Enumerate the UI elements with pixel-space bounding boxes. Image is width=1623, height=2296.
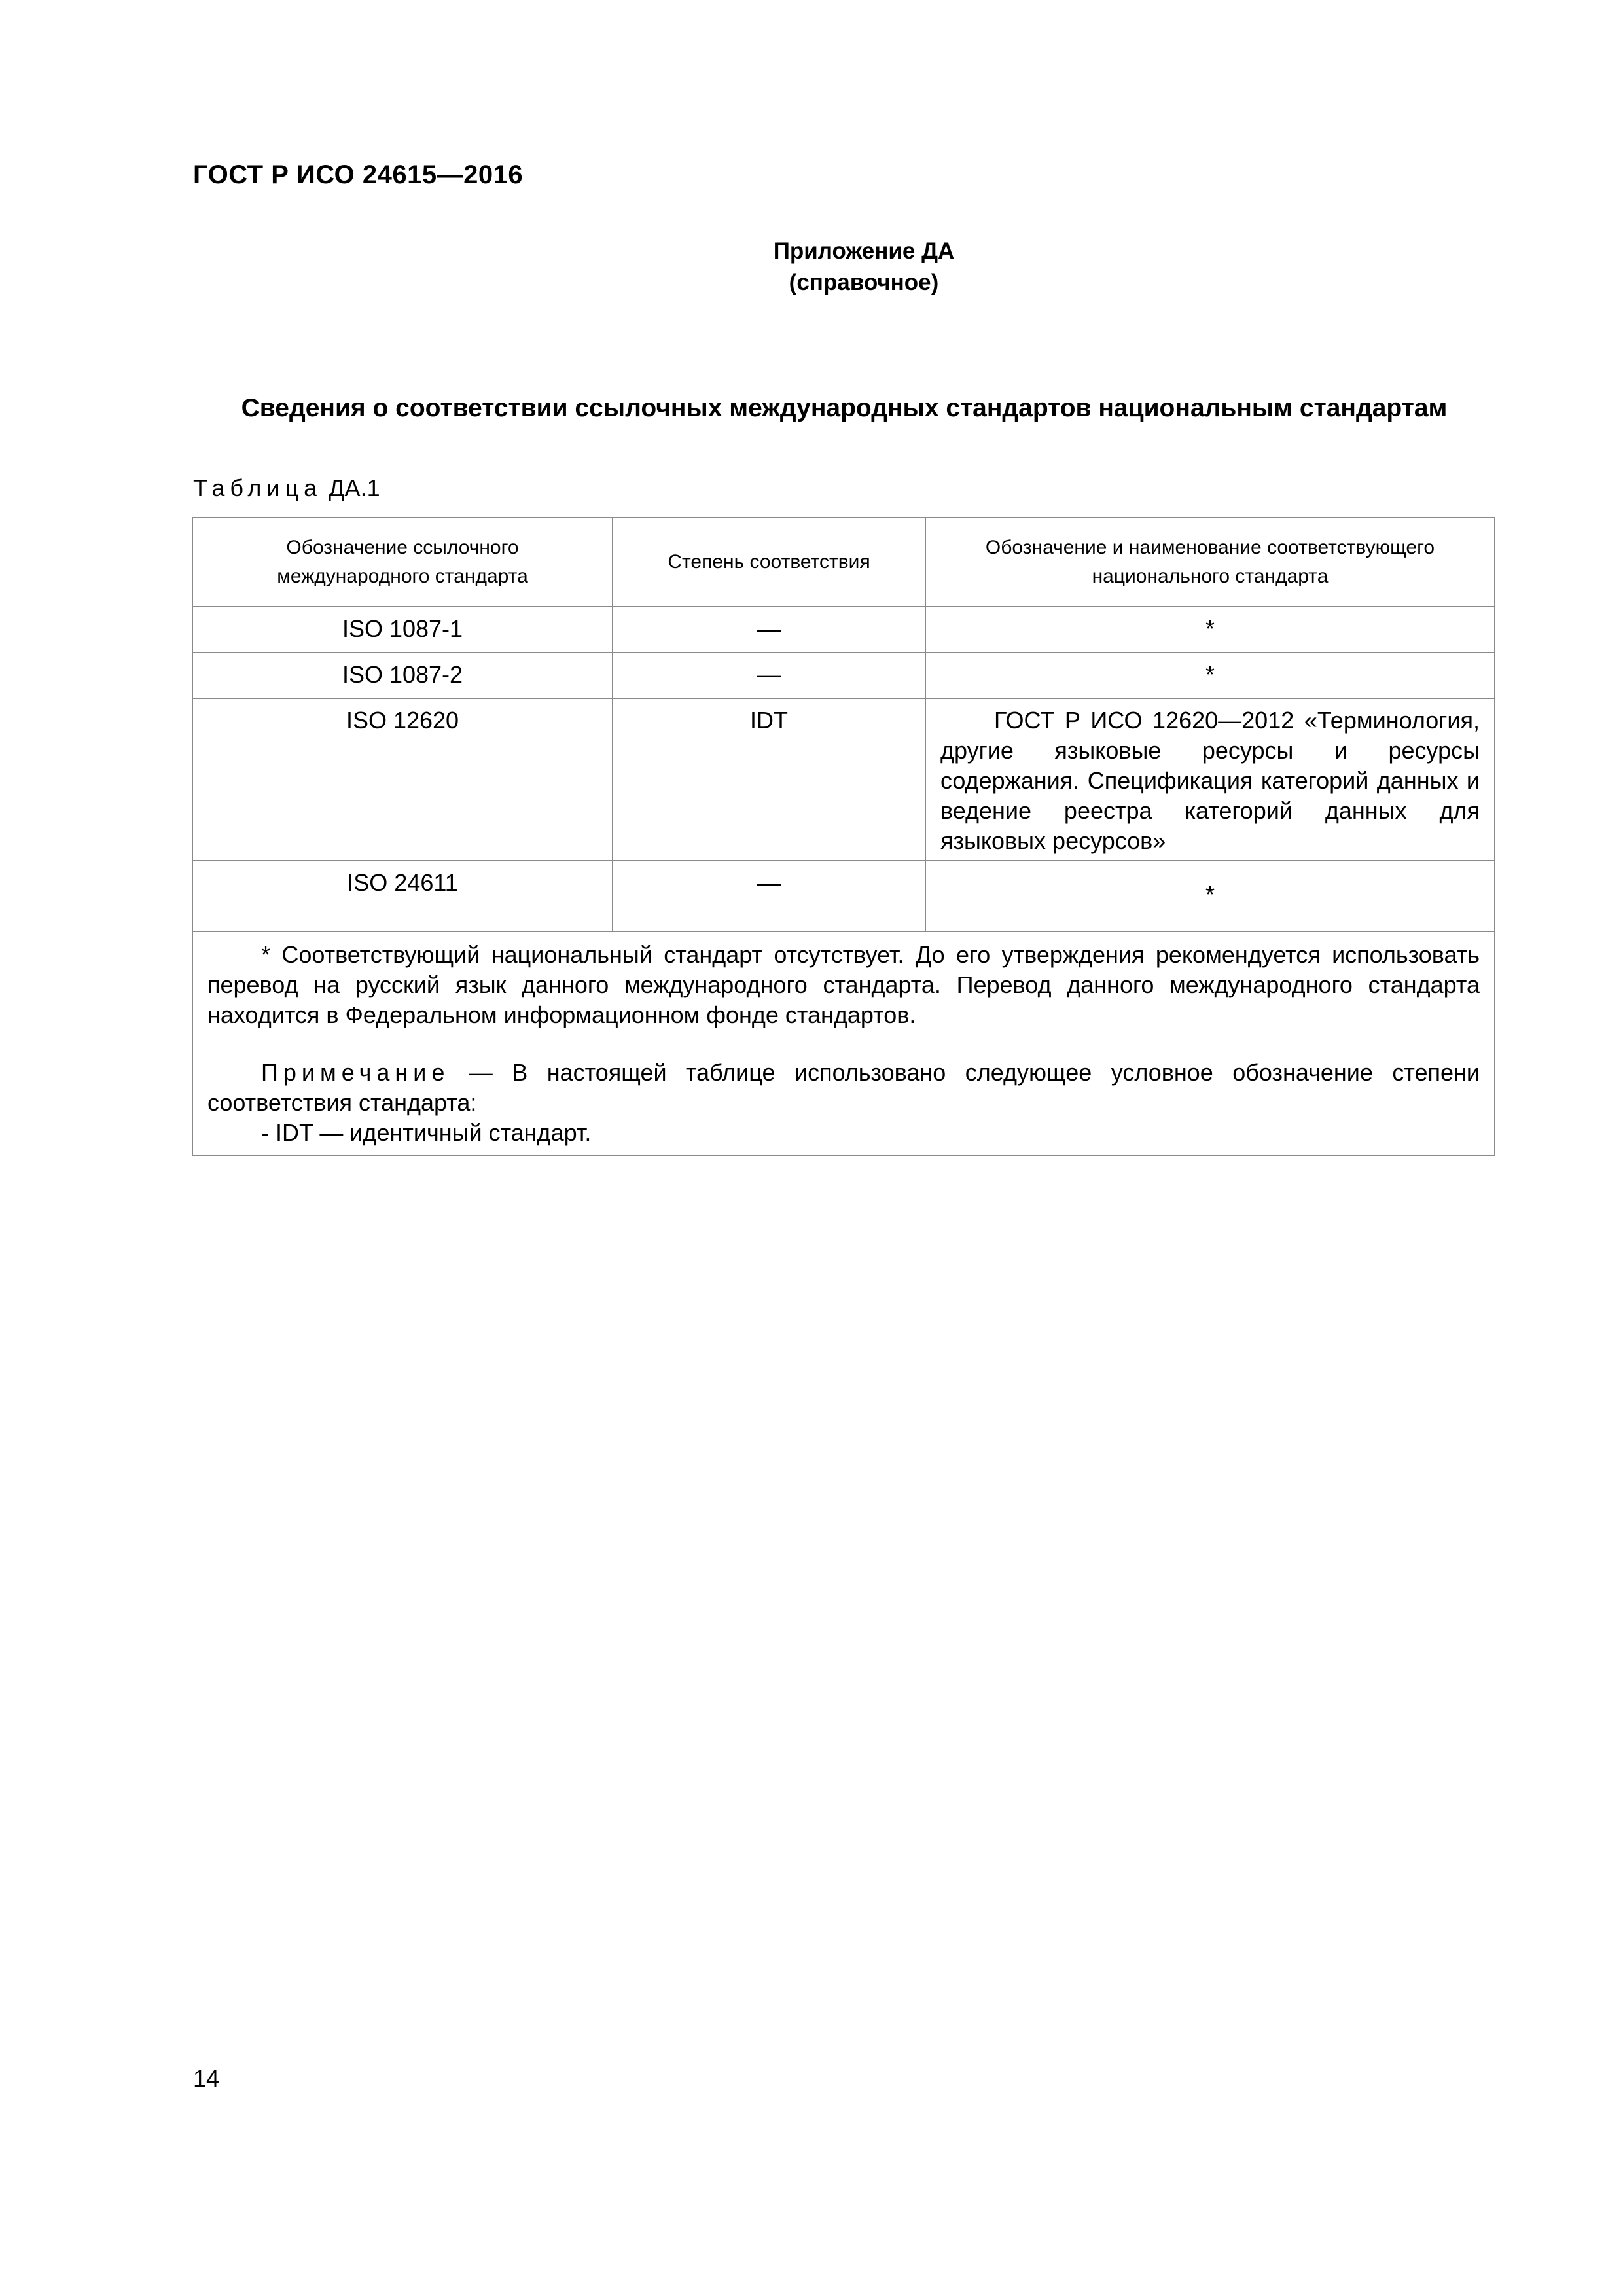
page-number: 14 [193, 2065, 220, 2092]
cell-designation: ISO 1087-2 [192, 653, 613, 698]
section-title: Сведения о соответствии ссылочных международных стандартов национальным стандартам [241, 394, 1448, 422]
cell-national: * [925, 861, 1495, 931]
note-label: Примечание [261, 1059, 450, 1086]
table-row [192, 698, 1495, 861]
cell-designation: ISO 24611 [192, 861, 613, 931]
table-footnote-row [192, 931, 1495, 1155]
note-item: - IDT — идентичный стандарт. [261, 1119, 592, 1146]
cell-designation: ISO 1087-1 [192, 607, 613, 653]
table-header-row [192, 518, 1495, 607]
note-text [207, 1058, 1480, 1118]
correspondence-table [192, 517, 1495, 1156]
header-degree: Степень соответствия [613, 518, 925, 607]
footnote-cell [192, 931, 1495, 1155]
cell-degree: IDT [613, 698, 925, 861]
table-row [192, 653, 1495, 698]
cell-national: * [925, 653, 1495, 698]
national-standard-text: ГОСТ Р ИСО 12620—2012 «Терминология, другие языковые ресурсы и ресурсы содержания. Спецификация категорий данных и ведение реестра категорий данных для языковых ресурсов» [940, 707, 1480, 854]
document-code: ГОСТ Р ИСО 24615—2016 [193, 160, 524, 189]
footnote-text: * Соответствующий национальный стандарт отсутствует. До его утверждения рекомендуется использовать перевод на русский язык данного международного стандарта. Перевод данного международного стандарта находится в Федеральном информационном фонде стандартов. [207, 941, 1480, 1028]
appendix-subtitle: (справочное) [789, 270, 939, 295]
cell-designation: ISO 12620 [192, 698, 613, 861]
cell-degree: — [613, 653, 925, 698]
cell-degree: — [613, 607, 925, 653]
appendix-title: Приложение ДА [773, 238, 955, 264]
header-designation: Обозначение ссылочного международного стандарта [192, 518, 613, 607]
note-body: — В настоящей таблице использовано следующее условное обозначение степени соответствия стандарта: [207, 1059, 1480, 1116]
header-national: Обозначение и наименование соответствующего национального стандарта [925, 518, 1495, 607]
cell-national: * [925, 607, 1495, 653]
table-caption [193, 475, 380, 502]
cell-degree: — [613, 861, 925, 931]
table-row [192, 607, 1495, 653]
table-caption-id: ДА.1 [329, 475, 380, 501]
appendix-heading [681, 236, 1047, 298]
table-caption-word: Таблица [193, 475, 323, 501]
table-row [192, 861, 1495, 931]
cell-national [925, 698, 1495, 861]
